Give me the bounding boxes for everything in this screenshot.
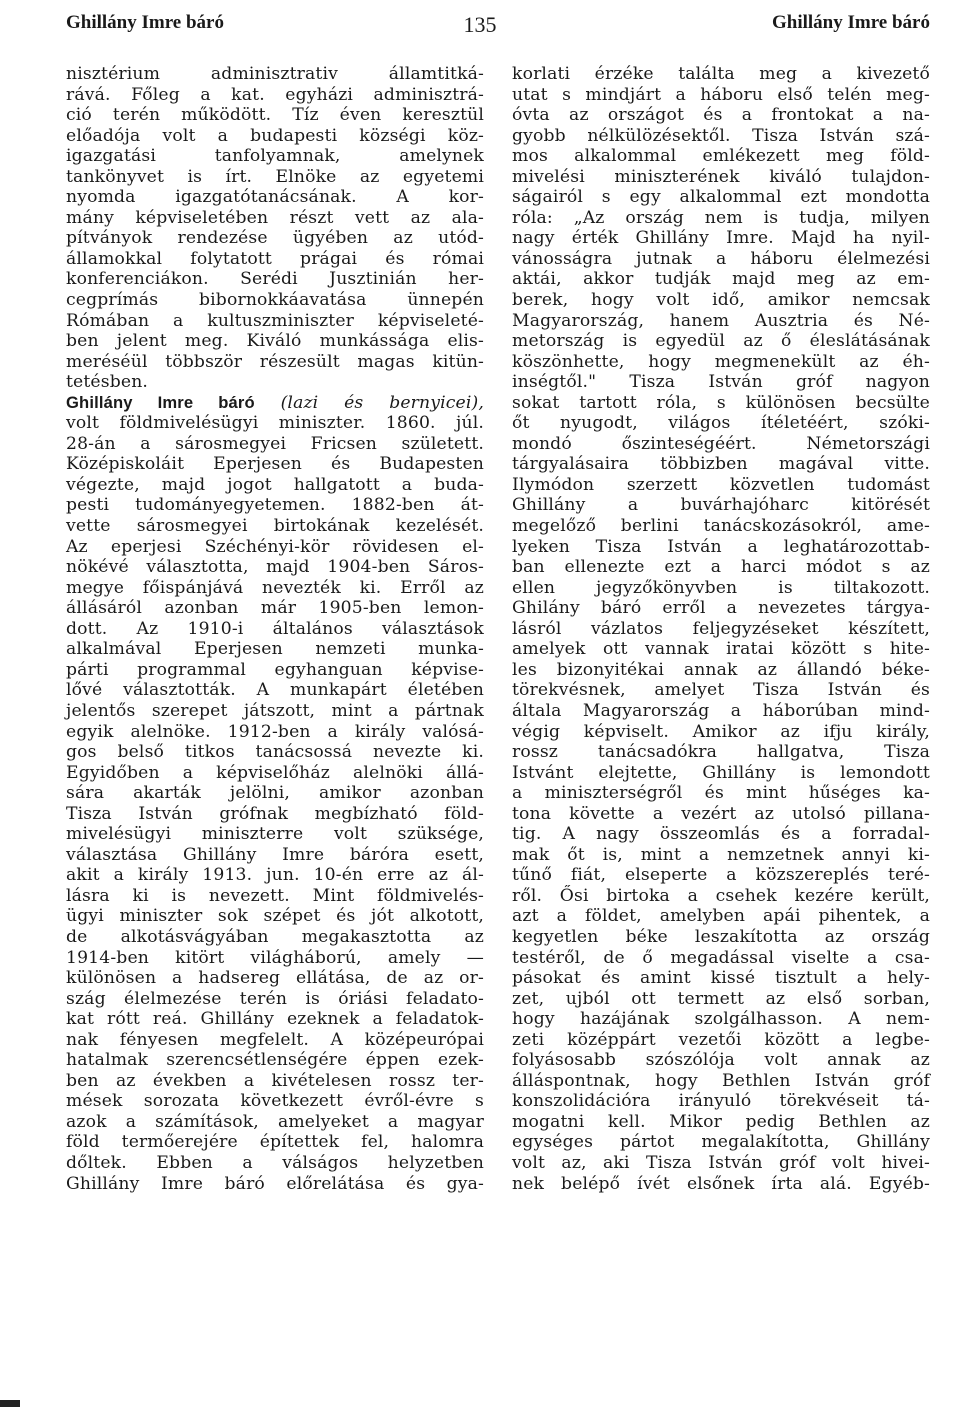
text-line: jelentős szerepet játszott, mint a pártnak <box>66 700 484 721</box>
text-line: akit a király 1913. jun. 10-én erre az ál- <box>66 865 484 886</box>
text-line: meréséül többször részesült magas kitün- <box>66 351 484 372</box>
text-line: álláspontnak, hogy Bethlen István gróf <box>512 1070 930 1091</box>
text-line: ellen jegyzőkönyvben is tiltakozott. <box>512 577 930 598</box>
text-line: Ilymódon szerzett közvetlen tudomást <box>512 474 930 495</box>
text-line: Ghillány a buvárhajóharc kitörését <box>512 495 930 516</box>
text-line: pítványok rendezése ügyében az utód- <box>66 228 484 249</box>
text-line: Középiskoláit Eperjesen és Budapesten <box>66 454 484 475</box>
text-line: nagy érték Ghillány Imre. Majd ha nyil- <box>512 228 930 249</box>
text-line: hatalmak szerencsétlenségére éppen ezek- <box>66 1050 484 1071</box>
entry-name: Ghillány Imre báró <box>66 392 255 412</box>
text-line: megye főispánjává nevezték ki. Erről az <box>66 577 484 598</box>
text-line: ció terén működött. Tíz éven keresztül <box>66 105 484 126</box>
text-line: aktái, akkor tudják majd meg az em- <box>512 269 930 290</box>
text-line: Tisza István grófnak megbízható föld- <box>66 803 484 824</box>
text-line: vette sárosmegyei birtokának kezelését. <box>66 516 484 537</box>
text-line: volt földmivelésügyi miniszter. 1860. júl. <box>66 413 484 434</box>
text-line: 28-án a sárosmegyei Fricsen született. <box>66 433 484 454</box>
text-line: hogy hazájának szolgálhasson. A nem- <box>512 1009 930 1030</box>
text-line: zeti középpárt vezetői között a legbe- <box>512 1029 930 1050</box>
text-line: ságairól s egy alkalommal ezt mondotta <box>512 187 930 208</box>
header-right-title: Ghillány Imre báró <box>772 12 930 33</box>
text-line: tig. A nagy összeomlás és a forradal- <box>512 824 930 845</box>
text-line: tárgyalásaira többizben magával vitte. <box>512 454 930 475</box>
text-line: mivelésügyi miniszterre volt szüksége, <box>66 824 484 845</box>
text-line: 1914-ben kitört világháború, amely — <box>66 947 484 968</box>
text-line: törekvésnek, amelyet Tisza István és <box>512 680 930 701</box>
text-line: zet, ujból ott termett az első sorban, <box>512 988 930 1009</box>
text-line: föld termőerejére építettek fel, halomra <box>66 1132 484 1153</box>
text-line: államokkal folytatott prágai és római <box>66 248 484 269</box>
text-line: sára akarták jelölni, amikor azonban <box>66 783 484 804</box>
text-line: pesti tudományegyetemen. 1882-ben át- <box>66 495 484 516</box>
text-line: választása Ghillány Imre báróra esett, <box>66 844 484 865</box>
text-line: előadója volt a budapesti községi köz- <box>66 125 484 146</box>
text-line: mondó őszinteségéért. Németországi <box>512 433 930 454</box>
text-line: óvta az országot és a frontokat a na- <box>512 105 930 126</box>
text-line: konszolidációra irányuló törekvéseit tá- <box>512 1091 930 1112</box>
text-line: Magyarország, hanem Ausztria és Né- <box>512 310 930 331</box>
text-line: testéről, de ő megadással viselte a csa- <box>512 947 930 968</box>
right-column-text <box>512 64 930 1194</box>
text-line: a miniszterségről és mint hűséges ka- <box>512 783 930 804</box>
text-line: inségtől." Tisza István gróf nagyon <box>512 372 930 393</box>
entry-origin: (lazi és bernyicei), <box>280 392 484 413</box>
text-line: köszönhette, hogy megmenekült az éh- <box>512 351 930 372</box>
text-line: dott. Az 1910-i általános választások <box>66 618 484 639</box>
text-line: les bizonyitékai annak az állandó béke- <box>512 659 930 680</box>
text-line: tankönyvet is írt. Elnöke az egyetemi <box>66 166 484 187</box>
text-line: ről. Ősi birtoka a csehek kezére került, <box>512 885 930 906</box>
text-line: ban ellenezte ezt a harci módot s az <box>512 557 930 578</box>
text-line: pásokat és amint kissé tisztult a hely- <box>512 968 930 989</box>
text-line: cegprímás bibornokkáavatása ünnepén <box>66 290 484 311</box>
text-line: volt az, aki Tisza István gróf volt hivei- <box>512 1152 930 1173</box>
text-line: ben az években a kivételesen rossz ter- <box>66 1070 484 1091</box>
text-line: rossz tanácsadókra hallgatva, Tisza <box>512 742 930 763</box>
text-line: Az eperjesi Széchényi-kör rövidesen el- <box>66 536 484 557</box>
text-line: tetésben. <box>66 372 149 393</box>
text-line: alkalmával Eperjesen nemzeti munka- <box>66 639 484 660</box>
text-line: igazgatási tanfolyamnak, amelynek <box>66 146 484 167</box>
right-column <box>512 64 930 1194</box>
text-line: metország is egyedül az ő éleslátásának <box>512 331 930 352</box>
text-line: nökévé választotta, majd 1904-ben Sáros- <box>66 557 484 578</box>
text-line: kegyetlen béke leszakította az ország <box>512 926 930 947</box>
text-line: sokat tartott róla, s különösen becsülte <box>512 392 930 413</box>
text-line: Ghilány báró erről a nevezetes tárgya- <box>512 598 930 619</box>
header-left-title: Ghillány Imre báró <box>66 12 224 33</box>
text-line: nek belépő ívét elsőnek írta alá. Egyéb- <box>512 1173 930 1194</box>
text-line: Egyidőben a képviselőház alelnöki állá- <box>66 762 484 783</box>
text-line: mak őt is, mint a nemzetnek annyi ki- <box>512 844 930 865</box>
text-line: azok a számítások, amelyeket a magyar <box>66 1111 484 1132</box>
text-line: párti programmal egyhanguan képvise- <box>66 659 484 680</box>
text-line: lásra ki is nevezett. Mint földmivelés- <box>66 885 484 906</box>
text-line: egységes pártot megalakította, Ghillány <box>512 1132 930 1153</box>
left-column-paragraph-2 <box>66 413 484 1194</box>
text-line: megelőző berlini tanácskozásokról, ame- <box>512 516 930 537</box>
left-column-paragraph-1 <box>66 64 484 393</box>
text-line: nak fényesen megfelelt. A középeurópai <box>66 1029 484 1050</box>
text-line: nyomda igazgatótanácsának. A kor- <box>66 187 484 208</box>
text-line: Ghillány Imre báró előrelátása és gya- <box>66 1173 484 1194</box>
text-line: őt nyugodt, világos ítéletéért, szóki- <box>512 413 930 434</box>
text-line: róla: „Az ország nem is tudja, milyen <box>512 207 930 228</box>
text-line: tűnő fiát, elseperte a közszereplés teré- <box>512 865 930 886</box>
text-line: de alkotásvágyában megakasztotta az <box>66 926 484 947</box>
text-line: általa Magyarország a háborúban mind- <box>512 700 930 721</box>
text-line: lyeken Tisza István a leghatározottab- <box>512 536 930 557</box>
left-column <box>66 64 484 1194</box>
text-line: dőltek. Ebben a válságos helyzetben <box>66 1152 484 1173</box>
text-line: szág élelmezése terén is óriási feladato- <box>66 988 484 1009</box>
text-line: mogatni kell. Mikor pedig Bethlen az <box>512 1111 930 1132</box>
text-line: nisztérium adminisztrativ államtitká- <box>66 64 484 84</box>
text-line: tona követte a vezért az utolsó pillana- <box>512 803 930 824</box>
text-line: mivelési miniszterének kiváló tulajdon- <box>512 166 930 187</box>
text-line: utat s mindjárt a háboru első telén meg- <box>512 84 930 105</box>
text-line: amelyek ott vannak iratai között s hite- <box>512 639 930 660</box>
text-line: lásról vázlatos feljegyzéseket készített, <box>512 618 930 639</box>
text-line: egyik alelnöke. 1912-ben a király valósá- <box>66 721 484 742</box>
text-line: ügyi miniszter sok szépet és jót alkotott, <box>66 906 484 927</box>
text-line: mések sorozata következett évről-évre s <box>66 1091 484 1112</box>
text-line: állásáról azonban már 1905-ben lemon- <box>66 598 484 619</box>
text-line: végig képviselt. Amikor az ifju király, <box>512 721 930 742</box>
text-line: végezte, majd jogot hallgatott a buda- <box>66 474 484 495</box>
text-line: mány képviseletében részt vett az ala- <box>66 207 484 228</box>
text-line: lővé választották. A munkapárt életében <box>66 680 484 701</box>
text-line: Rómában a kultuszminiszter képviseleté- <box>66 310 484 331</box>
text-line: vánosságra jutnak a háboru élelmezési <box>512 248 930 269</box>
text-line: azt a földet, amelyben apái pihentek, a <box>512 906 930 927</box>
text-line: Istvánt elejtette, Ghillány is lemondott <box>512 762 930 783</box>
page-number: 135 <box>463 12 497 37</box>
text-line: folyásosabb szószólója volt annak az <box>512 1050 930 1071</box>
text-line: korlati érzéke találta meg a kivezető <box>512 64 930 84</box>
running-header <box>0 0 960 56</box>
text-line: mos alkalommal emlékezett meg föld- <box>512 146 930 167</box>
text-line: konferenciákon. Serédi Jusztinián her- <box>66 269 484 290</box>
text-line: berek, hogy volt idő, amikor nemcsak <box>512 290 930 311</box>
text-line: különösen a hadsereg ellátása, de az or- <box>66 968 484 989</box>
text-line: gyobb nélkülözésektől. Tisza István szá- <box>512 125 930 146</box>
text-line: rává. Főleg a kat. egyházi adminisztrá- <box>66 84 484 105</box>
text-line: gos belső titkos tanácsossá nevezte ki. <box>66 742 484 763</box>
corner-mark <box>0 1400 20 1407</box>
text-line: kat rótt reá. Ghillány ezeknek a feladatok- <box>66 1009 484 1030</box>
text-line: ben jelent meg. Kiváló munkássága elis- <box>66 331 484 352</box>
entry-heading-line <box>66 393 484 414</box>
